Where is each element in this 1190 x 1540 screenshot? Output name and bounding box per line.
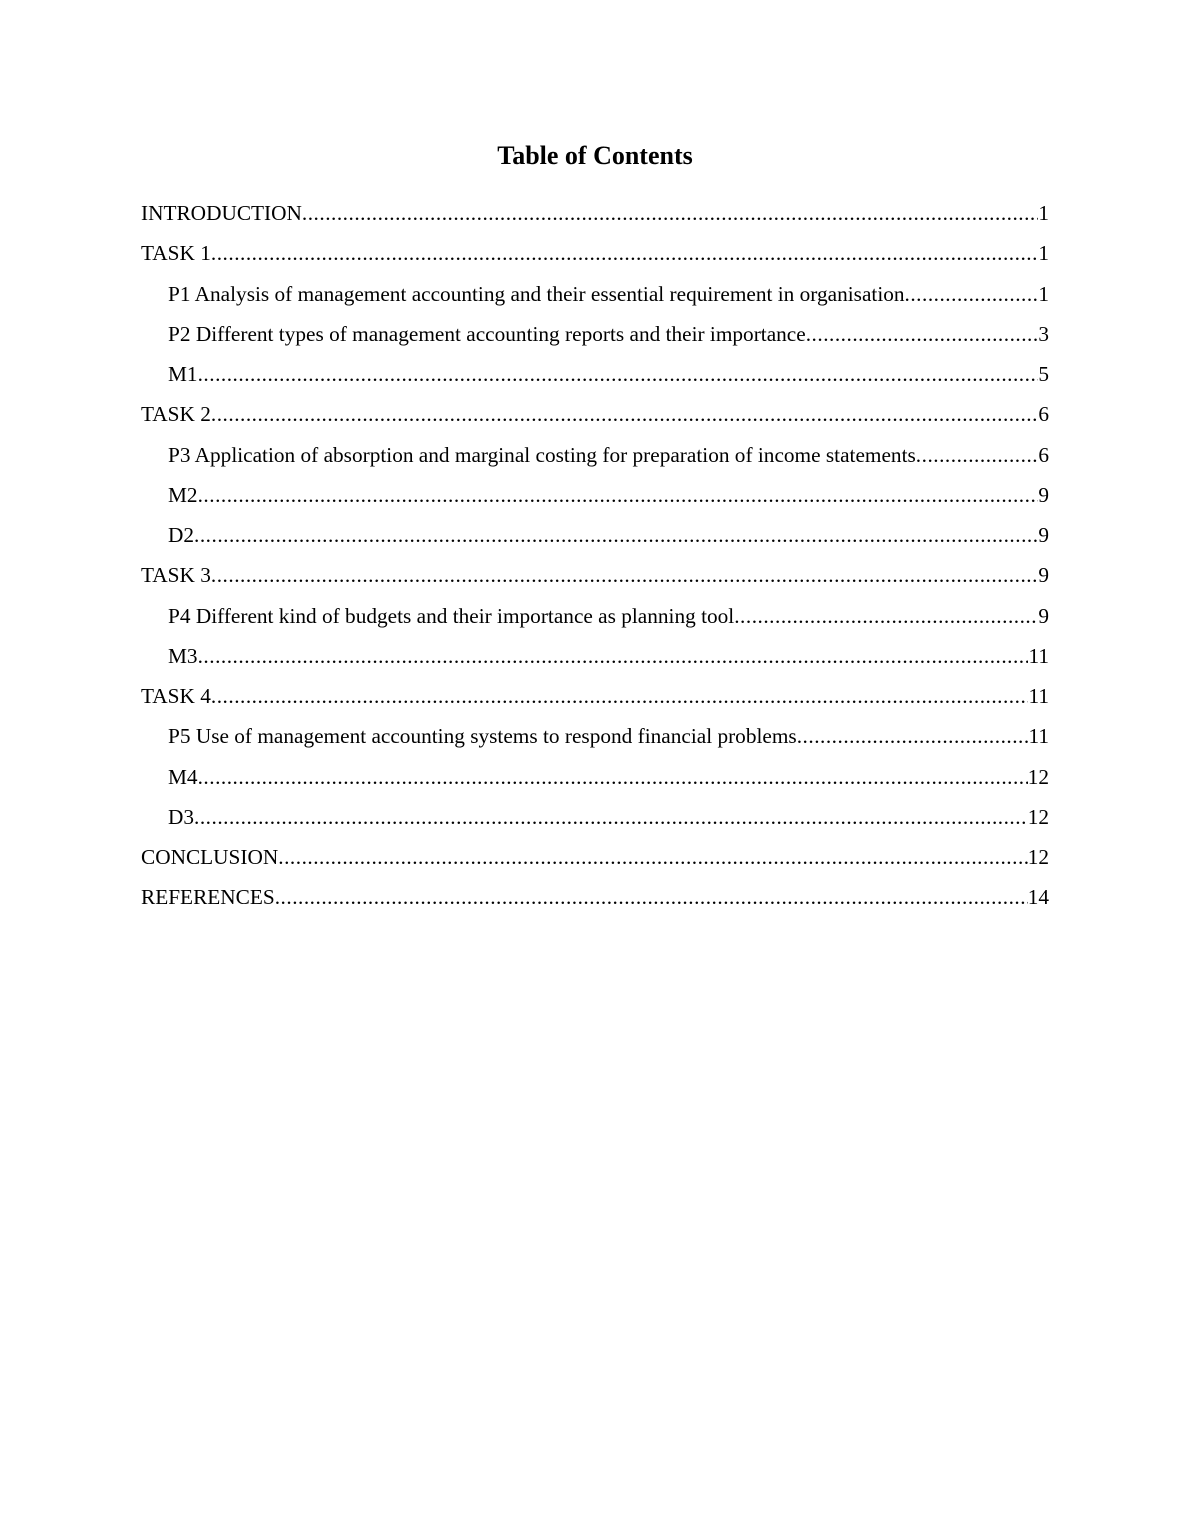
toc-dot-leader [211, 559, 1038, 591]
toc-entry-text: P1 Analysis of management accounting and their essential requirement in organisation [168, 281, 905, 306]
toc-entry-page-number: 9 [1038, 482, 1049, 507]
toc-list [141, 197, 1049, 922]
toc-entry-text: P5 Use of management accounting systems to respond financial problems [168, 724, 797, 749]
toc-entry[interactable] [141, 600, 1049, 640]
toc-entry-page-number: 9 [1038, 563, 1049, 588]
toc-entry-page-number: 12 [1027, 845, 1049, 869]
toc-entry[interactable] [141, 680, 1049, 720]
toc-entry-text: REFERENCES [141, 885, 275, 910]
toc-entry[interactable] [141, 439, 1049, 479]
toc-entry[interactable] [141, 479, 1049, 519]
toc-entry[interactable] [141, 278, 1049, 318]
toc-entry[interactable] [141, 398, 1049, 438]
toc-entry-page-number: 1 [1038, 241, 1049, 266]
toc-entry-text: P3 Application of absorption and marginal costing for preparation of income statements [168, 442, 916, 467]
toc-dot-leader [797, 720, 1029, 752]
toc-entry-text: D2 [168, 523, 195, 547]
toc-entry-page-number: 12 [1027, 804, 1049, 829]
toc-entry[interactable] [141, 801, 1049, 841]
toc-entry[interactable] [141, 318, 1049, 358]
toc-entry-text: M1 [168, 362, 198, 386]
toc-entry[interactable] [141, 197, 1049, 237]
toc-dot-leader [198, 761, 1028, 793]
toc-entry[interactable] [141, 519, 1049, 559]
toc-entry-page-number: 6 [1038, 402, 1049, 427]
toc-dot-leader [275, 881, 1028, 913]
toc-entry-page-number: 5 [1038, 362, 1049, 386]
toc-entry-text: TASK 2 [141, 402, 211, 427]
toc-entry-page-number: 11 [1028, 684, 1049, 708]
toc-entry[interactable] [141, 720, 1049, 760]
toc-dot-leader [916, 439, 1039, 471]
toc-dot-leader [806, 318, 1039, 350]
toc-dot-leader [211, 237, 1038, 269]
toc-entry[interactable] [141, 237, 1049, 277]
toc-dot-leader [198, 358, 1039, 390]
toc-entry-text: TASK 3 [141, 563, 211, 588]
toc-entry[interactable] [141, 841, 1049, 881]
toc-entry-text: CONCLUSION [141, 845, 279, 869]
toc-entry-page-number: 12 [1027, 764, 1049, 789]
toc-dot-leader [194, 801, 1028, 833]
toc-entry-page-number: 1 [1038, 281, 1049, 306]
toc-dot-leader [194, 519, 1038, 551]
toc-entry-text: M2 [168, 482, 198, 507]
toc-dot-leader [278, 841, 1027, 873]
toc-entry-page-number: 14 [1027, 885, 1049, 910]
toc-entry[interactable] [141, 881, 1049, 921]
toc-entry-page-number: 9 [1038, 523, 1049, 547]
toc-dot-leader [905, 278, 1039, 310]
toc-dot-leader [211, 398, 1038, 430]
toc-entry[interactable] [141, 358, 1049, 398]
toc-title: Table of Contents [497, 141, 693, 170]
toc-dot-leader [734, 600, 1038, 632]
toc-entry-page-number: 1 [1038, 201, 1049, 225]
toc-entry[interactable] [141, 640, 1049, 680]
toc-dot-leader [211, 680, 1029, 712]
toc-entry-text: TASK 1 [141, 241, 211, 266]
toc-entry-page-number: 11 [1028, 724, 1049, 749]
toc-dot-leader [302, 197, 1038, 229]
toc-entry-page-number: 11 [1028, 643, 1049, 668]
toc-entry-page-number: 9 [1038, 603, 1049, 628]
toc-entry-page-number: 3 [1038, 321, 1049, 346]
toc-entry-text: M4 [168, 764, 198, 789]
toc-entry-text: TASK 4 [141, 684, 211, 708]
toc-entry-text: P2 Different types of management accounting reports and their importance [168, 321, 806, 346]
toc-entry-text: INTRODUCTION [141, 201, 302, 225]
toc-entry[interactable] [141, 761, 1049, 801]
toc-entry[interactable] [141, 559, 1049, 599]
toc-entry-text: M3 [168, 643, 198, 668]
toc-entry-text: D3 [168, 804, 195, 829]
toc-entry-page-number: 6 [1038, 442, 1049, 467]
toc-dot-leader [198, 479, 1039, 511]
toc-entry-text: P4 Different kind of budgets and their importance as planning tool [168, 603, 735, 628]
toc-dot-leader [198, 640, 1029, 672]
